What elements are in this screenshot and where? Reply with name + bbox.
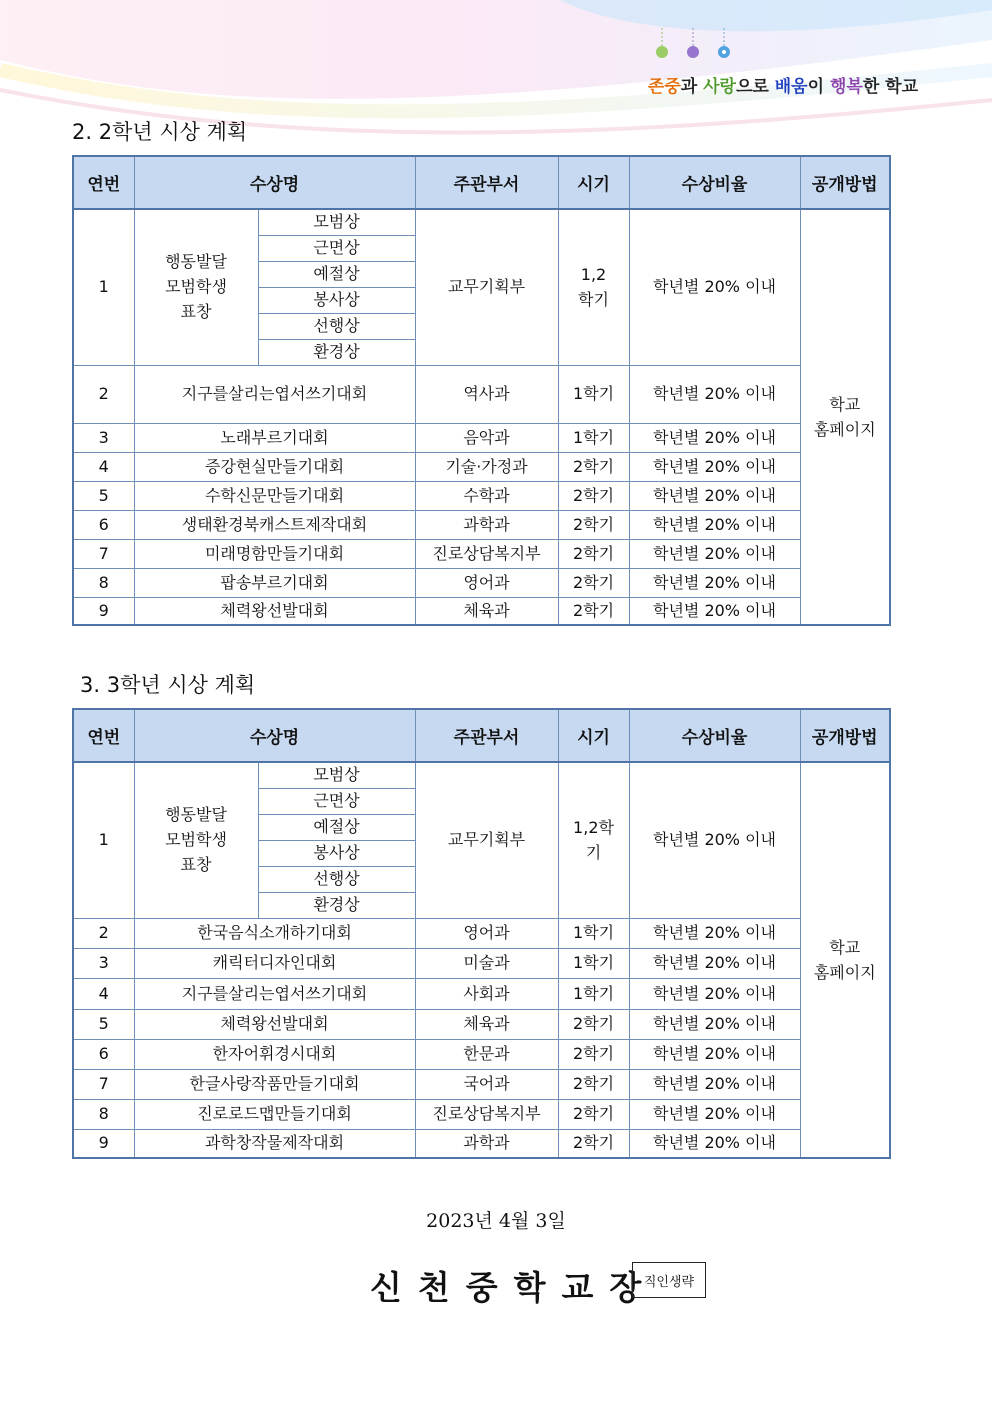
ratio: 학년별 20% 이내 [629, 365, 800, 423]
document-date: 2023년 4월 3일 [426, 1210, 566, 1232]
period: 1학기 [558, 948, 629, 978]
col-disclosure: 공개방법 [800, 156, 890, 209]
table-row [73, 597, 890, 625]
motto-segment: 행복 [829, 77, 863, 97]
award-name [134, 762, 258, 918]
ratio: 학년별 20% 이내 [629, 1039, 800, 1069]
table-row [73, 568, 890, 597]
period: 2학기 [558, 510, 629, 539]
table-row [73, 209, 890, 235]
award-name-line: 표창 [180, 302, 212, 322]
table-row [73, 978, 890, 1009]
col-award-name: 수상명 [134, 156, 415, 209]
table-row [73, 539, 890, 568]
period-line: 학기 [578, 289, 609, 309]
col-no: 연번 [73, 156, 134, 209]
award-name: 미래명함만들기대회 [134, 539, 415, 568]
disclosure-method-line: 학교 [829, 937, 861, 957]
col-period: 시기 [558, 709, 629, 762]
ratio: 학년별 20% 이내 [629, 1009, 800, 1039]
row-no: 7 [73, 539, 134, 568]
period: 2학기 [558, 1039, 629, 1069]
row-no: 4 [73, 978, 134, 1009]
subaward-name: 봉사상 [258, 287, 415, 313]
ratio: 학년별 20% 이내 [629, 762, 800, 918]
award-name: 지구를살리는엽서쓰기대회 [134, 365, 415, 423]
col-disclosure: 공개방법 [800, 709, 890, 762]
table-row [73, 918, 890, 948]
period: 2학기 [558, 452, 629, 481]
period: 2학기 [558, 1009, 629, 1039]
motto-segment: 이 [807, 77, 830, 97]
subaward-name: 환경상 [258, 339, 415, 365]
ratio: 학년별 20% 이내 [629, 1129, 800, 1158]
table-row [73, 1099, 890, 1129]
dept: 수학과 [415, 481, 558, 510]
subaward-name: 예절상 [258, 814, 415, 840]
ratio: 학년별 20% 이내 [629, 948, 800, 978]
award-name: 수학신문만들기대회 [134, 481, 415, 510]
subaward-name: 선행상 [258, 866, 415, 892]
row-no: 1 [73, 209, 134, 365]
dept: 미술과 [415, 948, 558, 978]
disclosure-method [800, 209, 890, 625]
table-row [73, 1129, 890, 1158]
table-row [73, 510, 890, 539]
col-no: 연번 [73, 709, 134, 762]
dept: 국어과 [415, 1069, 558, 1099]
row-no: 9 [73, 1129, 134, 1158]
table-row [73, 481, 890, 510]
col-period: 시기 [558, 156, 629, 209]
period: 1학기 [558, 978, 629, 1009]
ratio: 학년별 20% 이내 [629, 1099, 800, 1129]
row-no: 3 [73, 948, 134, 978]
subaward-name: 봉사상 [258, 840, 415, 866]
period: 2학기 [558, 597, 629, 625]
dept: 기술·가정과 [415, 452, 558, 481]
period: 1학기 [558, 423, 629, 452]
row-no: 9 [73, 597, 134, 625]
dept: 음악과 [415, 423, 558, 452]
dept: 영어과 [415, 918, 558, 948]
award-name-line: 행동발달 [165, 252, 227, 272]
award-name [134, 209, 258, 365]
award-name: 지구를살리는엽서쓰기대회 [134, 978, 415, 1009]
period-line: 기 [585, 842, 602, 862]
table-row [73, 1069, 890, 1099]
dept: 과학과 [415, 1129, 558, 1158]
dept: 과학과 [415, 510, 558, 539]
motto-segment: 한 학교 [862, 77, 918, 97]
ratio: 학년별 20% 이내 [629, 452, 800, 481]
subaward-name: 예절상 [258, 261, 415, 287]
row-no: 6 [73, 1039, 134, 1069]
award-name: 팝송부르기대회 [134, 568, 415, 597]
col-dept: 주관부서 [415, 156, 558, 209]
ratio: 학년별 20% 이내 [629, 568, 800, 597]
row-no: 4 [73, 452, 134, 481]
period: 2학기 [558, 1129, 629, 1158]
col-award-name: 수상명 [134, 709, 415, 762]
dept: 한문과 [415, 1039, 558, 1069]
table-row [73, 1009, 890, 1039]
dept: 진로상담복지부 [415, 1099, 558, 1129]
col-ratio: 수상비율 [629, 709, 800, 762]
row-no: 3 [73, 423, 134, 452]
motto-segment: 으로 [735, 77, 775, 97]
school-motto [648, 72, 918, 97]
disclosure-method [800, 762, 890, 1158]
period [558, 762, 629, 918]
ratio: 학년별 20% 이내 [629, 510, 800, 539]
dept: 교무기획부 [415, 209, 558, 365]
ornament-dots [648, 28, 738, 64]
table-row [73, 423, 890, 452]
row-no: 6 [73, 510, 134, 539]
ratio: 학년별 20% 이내 [629, 539, 800, 568]
ratio: 학년별 20% 이내 [629, 423, 800, 452]
motto-segment: 사랑 [703, 77, 736, 97]
ratio: 학년별 20% 이내 [629, 1069, 800, 1099]
award-name: 한국음식소개하기대회 [134, 918, 415, 948]
subaward-name: 모범상 [258, 209, 415, 235]
ratio: 학년별 20% 이내 [629, 209, 800, 365]
period: 1학기 [558, 918, 629, 948]
period-line: 1,2학 [573, 817, 614, 837]
ratio: 학년별 20% 이내 [629, 597, 800, 625]
row-no: 7 [73, 1069, 134, 1099]
ratio: 학년별 20% 이내 [629, 978, 800, 1009]
ratio: 학년별 20% 이내 [629, 481, 800, 510]
award-name-line: 모범학생 [165, 277, 227, 297]
award-name: 한자어휘경시대회 [134, 1039, 415, 1069]
period: 2학기 [558, 1099, 629, 1129]
dept: 체육과 [415, 597, 558, 625]
row-no: 5 [73, 481, 134, 510]
subaward-name: 환경상 [258, 892, 415, 918]
award-name: 생태환경북캐스트제작대회 [134, 510, 415, 539]
dept: 체육과 [415, 1009, 558, 1039]
period: 2학기 [558, 481, 629, 510]
dept: 교무기획부 [415, 762, 558, 918]
award-name: 진로로드맵만들기대회 [134, 1099, 415, 1129]
ratio: 학년별 20% 이내 [629, 918, 800, 948]
award-name: 과학창작물제작대회 [134, 1129, 415, 1158]
grade3-award-table [72, 708, 891, 1159]
disclosure-method-line: 홈페이지 [813, 419, 876, 439]
row-no: 2 [73, 365, 134, 423]
disclosure-method-line: 학교 [829, 394, 861, 414]
motto-segment: 배움 [774, 77, 808, 97]
table-row [73, 452, 890, 481]
motto-segment: 존중 [647, 77, 681, 97]
motto-segment: 과 [680, 77, 704, 97]
subaward-name: 선행상 [258, 313, 415, 339]
award-name: 캐릭터디자인대회 [134, 948, 415, 978]
col-ratio: 수상비율 [629, 156, 800, 209]
table-row [73, 948, 890, 978]
dept: 진로상담복지부 [415, 539, 558, 568]
table-row [73, 1039, 890, 1069]
row-no: 1 [73, 762, 134, 918]
row-no: 8 [73, 1099, 134, 1129]
award-name-line: 표창 [180, 855, 212, 875]
row-no: 2 [73, 918, 134, 948]
period: 2학기 [558, 1069, 629, 1099]
dept: 영어과 [415, 568, 558, 597]
subaward-name: 근면상 [258, 235, 415, 261]
table-row [73, 365, 890, 423]
row-no: 8 [73, 568, 134, 597]
award-name-line: 행동발달 [165, 805, 227, 825]
award-name: 한글사랑작품만들기대회 [134, 1069, 415, 1099]
period-line: 1,2 [580, 264, 607, 284]
period: 1학기 [558, 365, 629, 423]
row-no: 5 [73, 1009, 134, 1039]
subaward-name: 모범상 [258, 762, 415, 788]
period [558, 209, 629, 365]
table-row [73, 762, 890, 788]
col-dept: 주관부서 [415, 709, 558, 762]
period: 2학기 [558, 568, 629, 597]
award-name: 노래부르기대회 [134, 423, 415, 452]
disclosure-method-line: 홈페이지 [813, 962, 876, 982]
section2-title: 2. 2학년 시상 계획 [72, 120, 248, 144]
dept: 역사과 [415, 365, 558, 423]
principal-name: 신천중학교장 [370, 1268, 658, 1307]
seal-omitted-box: 직인생략 [632, 1262, 706, 1298]
section3-title: 3. 3학년 시상 계획 [80, 673, 256, 697]
dept: 사회과 [415, 978, 558, 1009]
period: 2학기 [558, 539, 629, 568]
award-name: 체력왕선발대회 [134, 1009, 415, 1039]
award-name-line: 모범학생 [165, 830, 227, 850]
award-name: 증강현실만들기대회 [134, 452, 415, 481]
award-name: 체력왕선발대회 [134, 597, 415, 625]
grade2-award-table [72, 155, 891, 626]
subaward-name: 근면상 [258, 788, 415, 814]
